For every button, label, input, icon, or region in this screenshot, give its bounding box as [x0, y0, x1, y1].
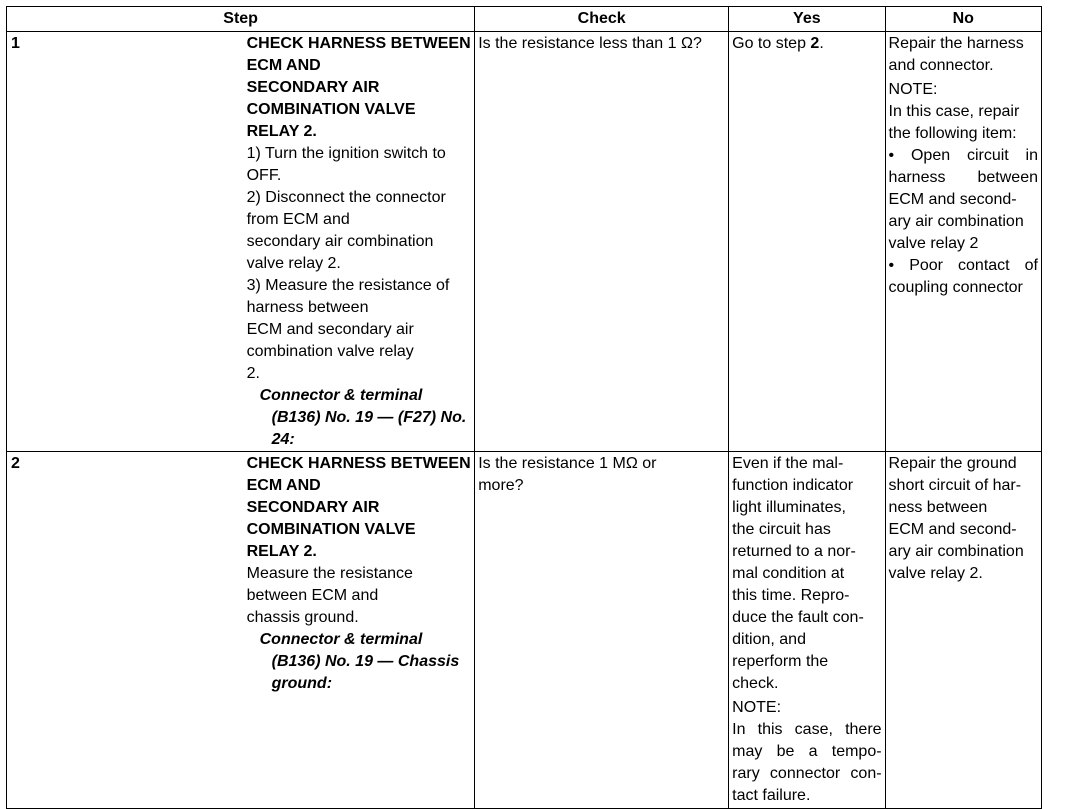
yes-text-line: dition, and [732, 631, 806, 648]
no-cell [885, 452, 1041, 809]
table-header-row [7, 7, 1042, 32]
no-note-label: NOTE: [888, 81, 938, 98]
connector-terminal-value: (B136) No. 19 — Chassis ground: [271, 653, 460, 692]
yes-text-line: Even if the mal- [732, 455, 844, 472]
yes-text-line: mal condition at [732, 565, 845, 582]
yes-text-line: duce the fault con- [732, 609, 864, 626]
connector-terminal-value: (B136) No. 19 — (F27) No. 24: [271, 409, 467, 448]
yes-text-line: check. [732, 675, 779, 692]
no-text-line: ness between [888, 499, 988, 516]
header-check: Check [475, 7, 729, 32]
header-yes: Yes [729, 7, 885, 32]
check-question: more? [478, 477, 524, 494]
no-note-line: • Open circuit in [888, 147, 1038, 164]
step-cell [241, 32, 475, 452]
step-instruction: 2. [246, 365, 260, 382]
step-title-line: SECONDARY AIR COMBINATION VALVE [246, 79, 416, 118]
check-question: Is the resistance 1 MΩ or [478, 455, 657, 472]
check-cell [475, 452, 729, 809]
diagnostic-table [6, 6, 1042, 809]
yes-text-line: returned to a nor- [732, 543, 856, 560]
step-title-line: CHECK HARNESS BETWEEN ECM AND [246, 455, 471, 494]
yes-cell [729, 32, 885, 452]
no-text-line: Repair the ground [888, 455, 1017, 472]
yes-note-line: tact failure. [732, 787, 811, 804]
yes-text: Go to step [732, 35, 811, 52]
yes-step-link: 2 [810, 35, 820, 52]
step-instruction: 3) Measure the resistance of harness between [246, 277, 450, 316]
yes-note-line: rary connector con- [732, 765, 882, 782]
table-row [7, 32, 1042, 452]
step-number: 2 [11, 455, 20, 472]
no-note-line: valve relay 2 [888, 235, 979, 252]
yes-text-line: the circuit has [732, 521, 831, 538]
header-step: Step [7, 7, 475, 32]
no-note-line: ECM and second- [888, 191, 1017, 208]
header-no: No [885, 7, 1041, 32]
check-question: Is the resistance less than 1 Ω? [478, 35, 702, 52]
yes-note-line: may be a tempo- [732, 743, 882, 760]
step-title-line: RELAY 2. [246, 123, 317, 140]
no-note-line: ary air combination [888, 213, 1024, 230]
step-instruction: 1) Turn the ignition switch to OFF. [246, 145, 446, 184]
no-note-line: coupling connector [888, 279, 1023, 296]
yes-note-label: NOTE: [732, 699, 782, 716]
step-title-line: CHECK HARNESS BETWEEN ECM AND [246, 35, 471, 74]
step-number: 1 [11, 35, 20, 52]
connector-terminal-label: Connector & terminal [259, 631, 423, 648]
no-note-line: In this case, repair [888, 103, 1020, 120]
no-text-line: and connector. [888, 57, 994, 74]
step-number-cell [7, 32, 241, 452]
step-number-cell [7, 452, 241, 809]
table-row [7, 452, 1042, 809]
yes-text-line: this time. Repro- [732, 587, 850, 604]
no-note-line: harness between [888, 169, 1038, 186]
no-note-line: the following item: [888, 125, 1017, 142]
step-title-line: RELAY 2. [246, 543, 317, 560]
step-instruction: ECM and secondary air combination valve relay [246, 321, 414, 360]
no-text-line: ary air combination [888, 543, 1024, 560]
yes-text-line: reperform the [732, 653, 829, 670]
no-text-line: valve relay 2. [888, 565, 983, 582]
step-instruction: Measure the resistance between ECM and [246, 565, 413, 604]
no-cell [885, 32, 1041, 452]
step-title-line: SECONDARY AIR COMBINATION VALVE [246, 499, 416, 538]
yes-note-line: In this case, there [732, 721, 882, 738]
no-note-line: • Poor contact of [888, 257, 1038, 274]
step-instruction: chassis ground. [246, 609, 359, 626]
step-instruction: secondary air combination valve relay 2. [246, 233, 434, 272]
step-cell [241, 452, 475, 809]
no-text-line: short circuit of har- [888, 477, 1022, 494]
no-text-line: Repair the harness [888, 35, 1024, 52]
check-cell [475, 32, 729, 452]
yes-text-line: light illuminates, [732, 499, 846, 516]
yes-text-line: function indicator [732, 477, 854, 494]
yes-text-suffix: . [819, 35, 824, 52]
no-text-line: ECM and second- [888, 521, 1017, 538]
step-instruction: 2) Disconnect the connector from ECM and [246, 189, 446, 228]
yes-cell [729, 452, 885, 809]
connector-terminal-label: Connector & terminal [259, 387, 423, 404]
